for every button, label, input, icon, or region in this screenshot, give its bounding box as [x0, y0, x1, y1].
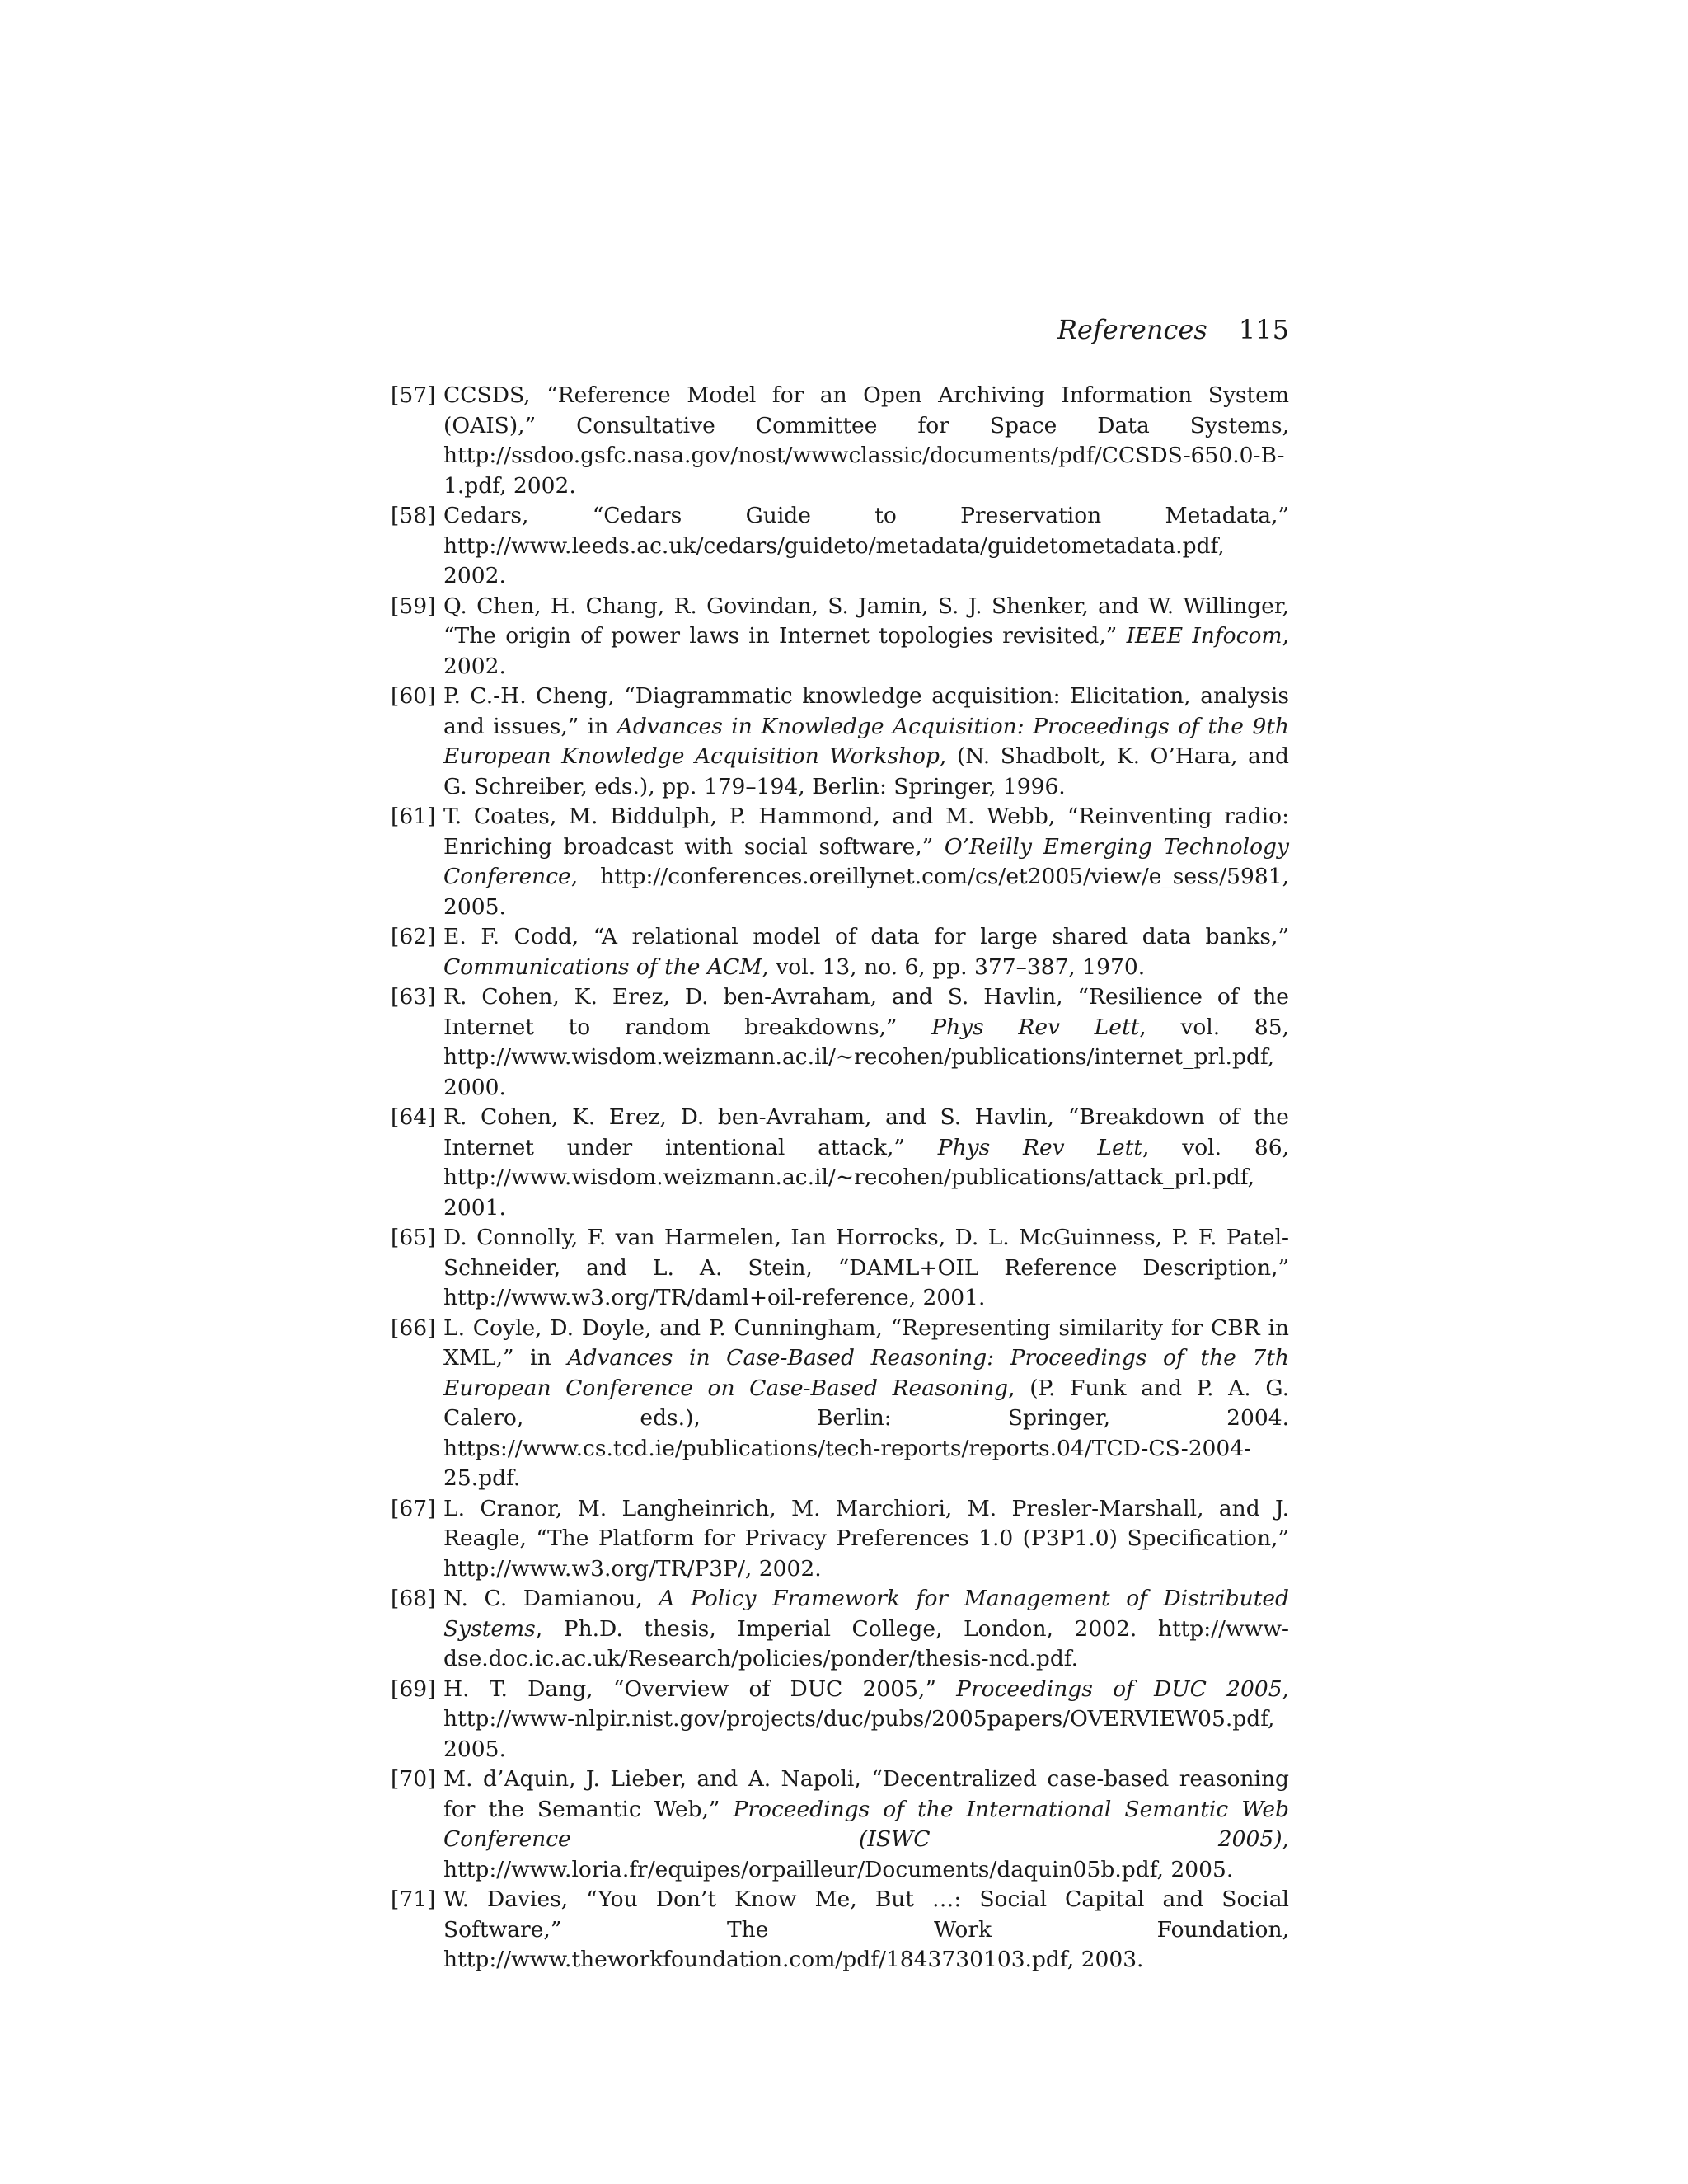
reference-venue-italic: A Policy Framework for Management of Distributed Systems	[443, 1586, 1289, 1642]
reference-item	[391, 1765, 1289, 1885]
reference-text-segment: R. Cohen, K. Erez, D. ben-Avraham, and S. Havlin, “Breakdown of the Internet under intentional attack,”	[443, 1104, 1289, 1160]
reference-text-segment: , http://www.loria.fr/equipes/orpailleur/Documents/daquin05b.pdf, 2005.	[443, 1826, 1289, 1882]
reference-item	[391, 1584, 1289, 1675]
reference-text-segment: , vol. 13, no. 6, pp. 377–387, 1970.	[762, 954, 1146, 980]
reference-text-segment: E. F. Codd, “A relational model of data for large shared data banks,”	[443, 924, 1289, 949]
reference-text	[443, 1223, 1289, 1314]
reference-text	[443, 802, 1289, 922]
reference-item	[391, 802, 1289, 922]
reference-text-segment: , 2002.	[443, 623, 1289, 679]
reference-item	[391, 1223, 1289, 1314]
reference-item	[391, 501, 1289, 592]
reference-text	[443, 1314, 1289, 1494]
reference-venue-italic: Advances in Knowledge Acquisition: Proceedings of the 9th European Knowledge Acquisition Workshop	[443, 713, 1289, 769]
reference-text	[443, 1103, 1289, 1223]
reference-text-segment: Cedars, “Cedars Guide to Preservation Metadata,” http://www.leeds.ac.uk/cedars/guideto/metadata/guidetometadata.pdf, 2002.	[443, 503, 1289, 588]
reference-item	[391, 682, 1289, 802]
reference-text-segment: , (P. Funk and P. A. G. Calero, eds.), Berlin: Springer, 2004. https://www.cs.tcd.ie/publications/tech-reports/reports.04/TCD-CS-2004-25.pdf.	[443, 1375, 1289, 1491]
reference-text-segment: CCSDS, “Reference Model for an Open Archiving Information System (OAIS),” Consultative Committee for Space Data Systems, http://ssdoo.gsfc.nasa.gov/nost/wwwclassic/documents/pdf/CCSDS-650.0-B-1.pdf, 2002.	[443, 382, 1289, 499]
reference-text-segment: L. Coyle, D. Doyle, and P. Cunningham, “Representing similarity for CBR in XML,” in	[443, 1315, 1289, 1371]
reference-venue-italic: O’Reilly Emerging Technology Conference	[443, 833, 1289, 889]
reference-venue-italic: Proceedings of the International Semantic Web Conference (ISWC 2005)	[443, 1796, 1289, 1852]
reference-item	[391, 1675, 1289, 1765]
reference-item	[391, 1314, 1289, 1494]
reference-venue-italic: Proceedings of DUC 2005	[956, 1675, 1282, 1702]
reference-item	[391, 1103, 1289, 1223]
reference-text-segment: , http://conferences.oreillynet.com/cs/et2005/view/e_sess/5981, 2005.	[443, 864, 1289, 920]
reference-list	[391, 381, 1289, 1975]
reference-text-segment: , http://www-nlpir.nist.gov/projects/duc/pubs/2005papers/OVERVIEW05.pdf, 2005.	[443, 1675, 1289, 1762]
page-number: 115	[1238, 314, 1289, 345]
reference-number: [68]	[391, 1586, 436, 1611]
reference-text-segment: , vol. 86, http://www.wisdom.weizmann.ac.il/∼recohen/publications/attack_prl.pdf, 2001.	[443, 1134, 1289, 1221]
reference-item	[391, 982, 1289, 1103]
reference-number: [60]	[391, 683, 436, 709]
reference-venue-italic: Advances in Case-Based Reasoning: Proceedings of the 7th European Conference on Case-Based Reasoning	[443, 1345, 1289, 1401]
reference-text-segment: T. Coates, M. Biddulph, P. Hammond, and M. Webb, “Reinventing radio: Enriching broadcast with social software,”	[443, 804, 1289, 860]
reference-text-segment: , Ph.D. thesis, Imperial College, London, 2002. http://www-dse.doc.ic.ac.uk/Research/policies/ponder/thesis-ncd.pdf.	[443, 1615, 1289, 1671]
reference-venue-italic: Communications of the ACM	[443, 954, 762, 980]
reference-number: [70]	[391, 1766, 436, 1792]
reference-number: [58]	[391, 503, 436, 528]
reference-text-segment: Q. Chen, H. Chang, R. Govindan, S. Jamin, S. J. Shenker, and W. Willinger, “The origin of power laws in Internet topologies revisited,”	[443, 593, 1289, 649]
reference-text	[443, 1584, 1289, 1675]
reference-text-segment: W. Davies, “You Don’t Know Me, But …: Social Capital and Social Software,” The Work Foundation, http://www.theworkfoundation.com/pdf/1843730103.pdf, 2003.	[443, 1886, 1289, 1972]
reference-text-segment: R. Cohen, K. Erez, D. ben-Avraham, and S. Havlin, “Resilience of the Internet to random breakdowns,”	[443, 984, 1289, 1040]
reference-number: [63]	[391, 984, 436, 1010]
reference-item	[391, 592, 1289, 682]
reference-text-segment: , (N. Shadbolt, K. O’Hara, and G. Schreiber, eds.), pp. 179–194, Berlin: Springer, 1996.	[443, 743, 1289, 799]
reference-text	[443, 1765, 1289, 1885]
reference-text-segment: H. T. Dang, “Overview of DUC 2005,”	[443, 1675, 957, 1702]
reference-number: [69]	[391, 1675, 436, 1702]
reference-venue-italic: Phys Rev Lett	[931, 1014, 1140, 1040]
running-head	[391, 312, 1289, 348]
reference-text	[443, 1885, 1289, 1975]
reference-item	[391, 1494, 1289, 1585]
reference-text	[443, 501, 1289, 592]
reference-number: [67]	[391, 1495, 436, 1521]
reference-text	[443, 1675, 1289, 1765]
reference-number: [61]	[391, 804, 436, 829]
reference-text	[443, 1494, 1289, 1585]
reference-text	[443, 922, 1289, 982]
reference-text	[443, 381, 1289, 501]
reference-text-segment: N. C. Damianou,	[443, 1586, 659, 1611]
reference-item	[391, 922, 1289, 982]
reference-text	[443, 982, 1289, 1103]
reference-number: [71]	[391, 1886, 436, 1912]
reference-text-segment: P. C.-H. Cheng, “Diagrammatic knowledge acquisition: Elicitation, analysis and issues,” in	[443, 683, 1289, 739]
reference-number: [66]	[391, 1315, 436, 1341]
reference-text-segment: , vol. 85, http://www.wisdom.weizmann.ac.il/∼recohen/publications/internet_prl.pdf, 2000.	[443, 1014, 1289, 1100]
reference-number: [57]	[391, 382, 436, 408]
reference-text-segment: D. Connolly, F. van Harmelen, Ian Horrocks, D. L. McGuinness, P. F. Patel-Schneider, and L. A. Stein, “DAML+OIL Reference Description,” http://www.w3.org/TR/daml+oil-reference, 2001.	[443, 1225, 1289, 1310]
reference-number: [64]	[391, 1104, 436, 1130]
reference-number: [65]	[391, 1225, 436, 1250]
reference-text	[443, 592, 1289, 682]
reference-text-segment: L. Cranor, M. Langheinrich, M. Marchiori, M. Presler-Marshall, and J. Reagle, “The Platform for Privacy Preferences 1.0 (P3P1.0) Specification,” http://www.w3.org/TR/P3P/, 2002.	[443, 1495, 1289, 1582]
reference-text-segment: M. d’Aquin, J. Lieber, and A. Napoli, “Decentralized case-based reasoning for the Semantic Web,”	[443, 1766, 1289, 1822]
reference-venue-italic: Phys Rev Lett	[937, 1134, 1142, 1160]
running-head-section: References	[1057, 314, 1207, 345]
reference-venue-italic: IEEE Infocom	[1126, 623, 1282, 649]
reference-text	[443, 682, 1289, 802]
reference-number: [59]	[391, 593, 436, 619]
reference-number: [62]	[391, 924, 436, 949]
reference-item	[391, 1885, 1289, 1975]
reference-item	[391, 381, 1289, 501]
